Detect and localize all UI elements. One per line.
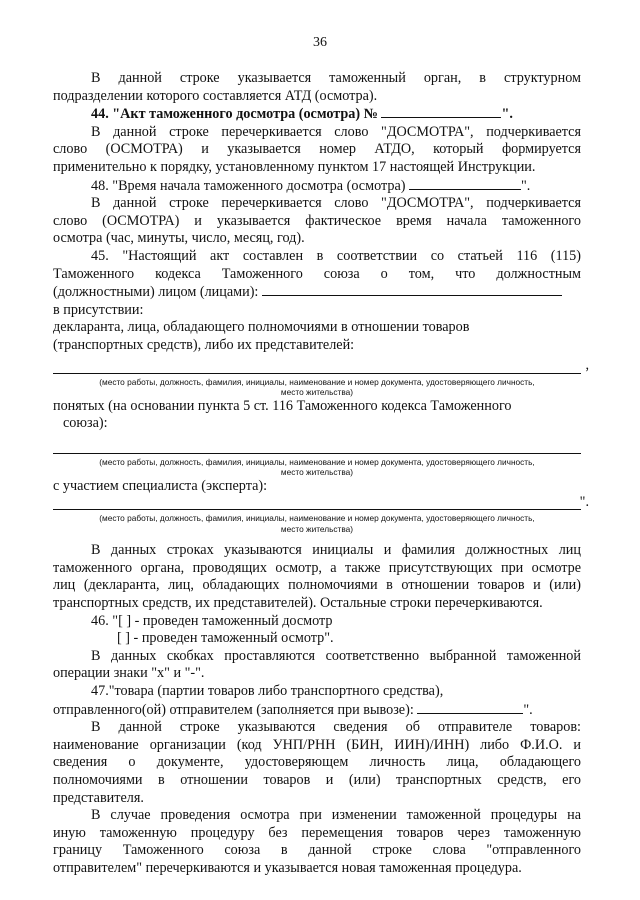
text-line: Таможенного кодекса Таможенного союза о том, что должностным: [53, 265, 581, 282]
field-caption: (место работы, должность, фамилия, инициалы, наименование и номер документа, удостоверяющего личность, место жительства): [99, 456, 535, 478]
text-line: В данной строке перечеркивается слово "ДОСМОТРА", подчеркивается: [91, 195, 581, 212]
text-line: отправителем" перечеркиваются и указывается новая таможенная процедура.: [53, 859, 522, 876]
text-line: сведения о документе, удостоверяющем личность лица, обладающего: [53, 754, 581, 771]
text-line: [ ] - проведен таможенный осмотр".: [117, 630, 334, 647]
blank-line: ,: [53, 359, 581, 374]
text-line: операции знаки "х" и "-".: [53, 665, 205, 682]
text-line: осмотра (час, минуты, число, месяц, год).: [53, 230, 305, 247]
text-line: В данных строках указываются инициалы и фамилия должностных лиц: [91, 542, 581, 559]
blank-line: [409, 177, 521, 190]
text-line: таможенного органа, проводящих осмотр, а также присутствующих при осмотре: [53, 559, 581, 576]
text-line: в присутствии:: [53, 301, 144, 318]
text-line: (транспортных средств), либо их представителей:: [53, 336, 355, 353]
section-46-heading: 46. "[ ] - проведен таможенный досмотр: [91, 612, 333, 629]
text-line: иную таможенную процедуру без перемещения товаров через таможенную: [53, 824, 581, 841]
text-line: В данной строке указываются сведения об отправителе товаров:: [91, 719, 581, 736]
text-line: слово (ОСМОТРА) и указывается номер АТДО, который формируется: [53, 141, 581, 158]
section-48-heading: 48. "Время начала таможенного досмотра (осмотра) ".: [91, 177, 531, 194]
text-line: В данной строке перечеркивается слово "ДОСМОТРА", подчеркивается: [91, 123, 581, 140]
text-line: границу Таможенного союза в данной строке слова "отправленного: [53, 842, 581, 859]
section-44-heading: 44. "Акт таможенного досмотра (осмотра) № ".: [91, 106, 513, 123]
field-caption: (место работы, должность, фамилия, инициалы, наименование и номер документа, удостоверяющего личность, место жительства): [99, 376, 535, 397]
text-line: (должностными) лицом (лицами):: [53, 283, 581, 302]
text-line: наименование организации (код УНП/РНН (БИН, ИИН)/ИНН) либо Ф.И.О. и: [53, 736, 581, 753]
text-line: применительно к порядку, установленному пунктом 17 настоящей Инструкции.: [53, 158, 536, 175]
blank-line: [53, 439, 581, 454]
text-line: декларанта, лица, обладающего полномочиями в отношении товаров: [53, 319, 470, 336]
text-line: В данных скобках проставляются соответственно выбранной таможенной: [91, 647, 581, 664]
text-line: отправленного(ой) отправителем (заполняется при вывозе): ".: [53, 701, 533, 718]
text-line: лиц (декларанта, лиц, обладающих полномочиями в отношении товаров и (или): [53, 577, 581, 594]
document-body: [53, 70, 589, 878]
text-line: с участием специалиста (эксперта):: [53, 477, 268, 494]
text-line: В данной строке указывается таможенный орган, в структурном: [91, 70, 581, 86]
blank-line: [262, 283, 562, 296]
page-number: 36: [313, 35, 327, 50]
text-line: В случае проведения осмотра при изменении таможенной процедуры на: [91, 807, 581, 824]
text-line: слово (ОСМОТРА) и указывается фактическое время начала таможенного: [53, 212, 581, 229]
text-line: понятых (на основании пункта 5 ст. 116 Таможенного кодекса Таможенного: [53, 397, 512, 414]
blank-line: [417, 701, 523, 714]
field-caption: (место работы, должность, фамилия, инициалы, наименование и номер документа, удостоверяющего личность, место жительства): [99, 513, 535, 534]
text-line: полномочиями в отношении товаров и (или) транспортных средств, его: [53, 772, 581, 788]
blank-line: [381, 105, 501, 118]
text-line: союза):: [63, 415, 108, 432]
text-line: транспортных средств, их представителей). Остальные строки перечеркиваются.: [53, 595, 543, 612]
text-line: подразделении которого составляется АТД (осмотра).: [53, 87, 378, 104]
section-47-heading: 47."товара (партии товаров либо транспортного средства),: [91, 683, 444, 700]
text-line: представителя.: [53, 789, 144, 806]
section-45-heading: 45. "Настоящий акт составлен в соответствии со статьей 116 (115): [91, 247, 581, 264]
blank-line: ".: [53, 495, 581, 510]
